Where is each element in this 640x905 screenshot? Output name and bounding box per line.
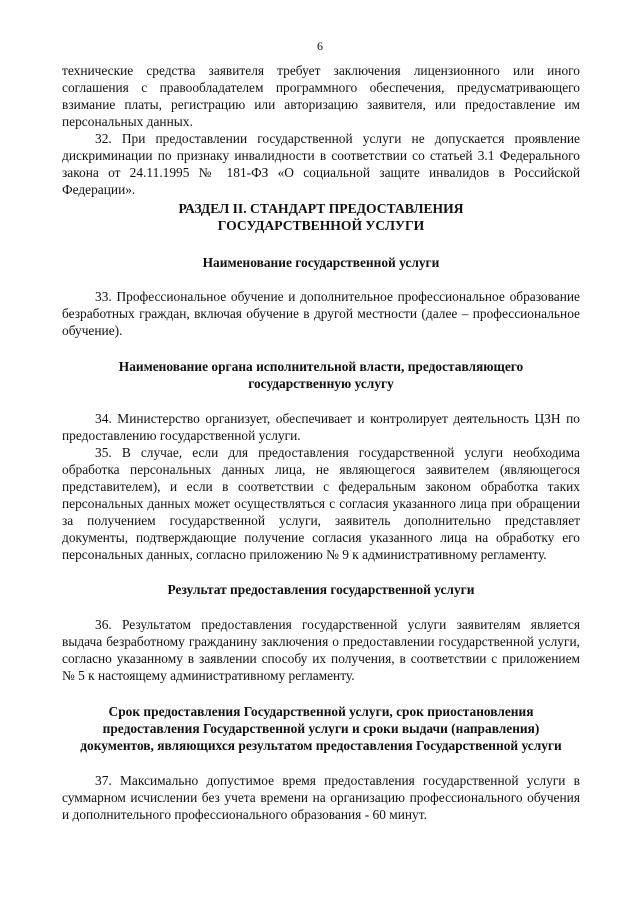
- paragraph-31-continuation: технические средства заявителя требует заключения лицензионного или иного соглашения с правообладателем программного обеспечения, предусматривающего взимание платы, регистрацию или авторизацию заявителя, или предоставление им персональных данных.: [62, 63, 580, 129]
- section-heading-line-2: ГОСУДАРСТВЕННОЙ УСЛУГИ: [217, 218, 425, 233]
- heading-authority-line-1: Наименование органа исполнительной власти, предоставляющего: [118, 359, 524, 374]
- heading-term-line-2: предоставления Государственной услуги и сроки выдачи (направления): [102, 721, 540, 736]
- paragraph-33: 33. Профессиональное обучение и дополнительное профессиональное образование безработных граждан, включая обучение в другой местности (далее – профессиональное обучение).: [62, 289, 580, 338]
- paragraph-36: 36. Результатом предоставления государственной услуги заявителям является выдача безработному гражданину заключения о предоставлении государственной услуги, согласно указанному в заявлении способу их получения, в соответствии с приложением № 5 к настоящему административному регламенту.: [62, 617, 580, 683]
- page-number: 6: [317, 39, 323, 53]
- heading-term: [62, 703, 580, 754]
- heading-result: Результат предоставления государственной услуги: [167, 582, 475, 597]
- heading-authority: [62, 358, 580, 392]
- heading-authority-line-2: государственную услугу: [248, 376, 394, 391]
- section-heading: [62, 200, 580, 234]
- heading-term-line-3: документов, являющихся результатом предоставления Государственной услуги: [80, 738, 562, 753]
- heading-term-line-1: Срок предоставления Государственной услуги, срок приостановления: [108, 704, 534, 719]
- paragraph-37: 37. Максимально допустимое время предоставления государственной услуги в суммарном исчислении без учета времени на организацию профессионального обучения и дополнительного профессионального образования - 60 минут.: [62, 773, 580, 822]
- paragraph-34: 34. Министерство организует, обеспечивает и контролирует деятельность ЦЗН по предоставлению государственной услуги.: [62, 411, 580, 443]
- heading-service-name: Наименование государственной услуги: [202, 255, 440, 270]
- paragraph-35: 35. В случае, если для предоставления государственной услуги необходима обработка персональных данных лица, не являющегося заявителем (являющегося представителем), и если в соответствии с федеральным законом обработка таких персональных данных может осуществляться с согласия указанного лица при обращении за получением государственной услуги, заявитель дополнительно представляет документы, подтверждающие получение согласия указанного лица на обработку его персональных данных, согласно приложению № 9 к административному регламенту.: [62, 445, 580, 562]
- paragraph-32: 32. При предоставлении государственной услуги не допускается проявление дискриминации по признаку инвалидности в соответствии со статьей 3.1 Федерального закона от 24.11.1995 № 181-ФЗ «О социальной защите инвалидов в Российской Федерации».: [62, 131, 580, 197]
- document-body: [62, 62, 580, 823]
- section-heading-line-1: РАЗДЕЛ II. СТАНДАРТ ПРЕДОСТАВЛЕНИЯ: [178, 201, 464, 216]
